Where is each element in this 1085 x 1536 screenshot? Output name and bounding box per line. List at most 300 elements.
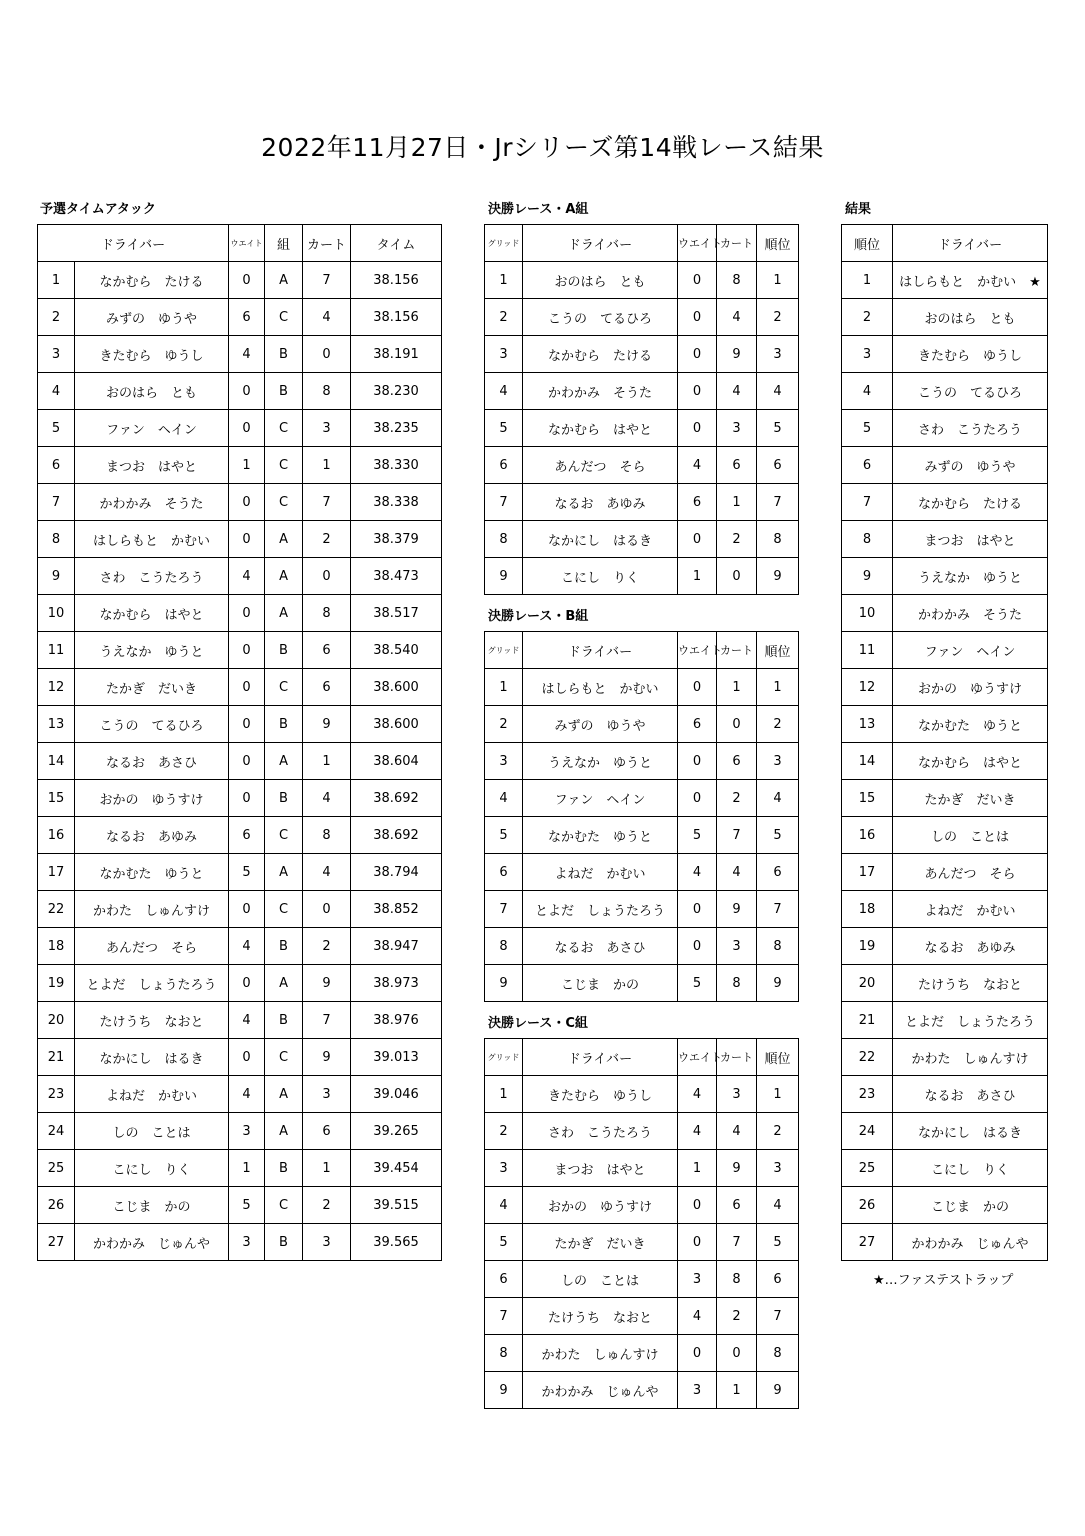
- table-row: [38, 780, 442, 817]
- table-row: [38, 1039, 442, 1076]
- table-cell: かわかみ じゅんや: [75, 1224, 229, 1261]
- table-cell: なかむら たける: [893, 484, 1048, 521]
- table-cell: 38.600: [351, 669, 442, 706]
- header-kart: カート: [717, 632, 757, 669]
- table-cell: 4: [757, 780, 799, 817]
- table-cell: C: [265, 299, 303, 336]
- table-row: [842, 891, 1048, 928]
- table-cell: 39.565: [351, 1224, 442, 1261]
- table-cell: 8: [303, 595, 351, 632]
- table-cell: 0: [678, 299, 717, 336]
- table-cell: 2: [717, 780, 757, 817]
- table-cell: 38.794: [351, 854, 442, 891]
- table-cell: 1: [717, 669, 757, 706]
- table-cell: 38.235: [351, 410, 442, 447]
- table-cell: かわかみ そうた: [75, 484, 229, 521]
- header-grid: グリッド: [485, 632, 523, 669]
- table-cell: 6: [303, 669, 351, 706]
- table-cell: 4: [485, 1187, 523, 1224]
- table-cell: さわ こうたろう: [75, 558, 229, 595]
- table-cell: 8: [757, 1335, 799, 1372]
- table-cell: 10: [842, 595, 893, 632]
- table-row: [38, 299, 442, 336]
- table-cell: 9: [303, 965, 351, 1002]
- table-cell: 27: [38, 1224, 75, 1261]
- table-cell: 1: [678, 1150, 717, 1187]
- table-cell: B: [265, 632, 303, 669]
- final-a-label: 決勝レース・A組: [488, 202, 589, 217]
- table-cell: 8: [717, 262, 757, 299]
- table-cell: 3: [38, 336, 75, 373]
- table-row: [842, 521, 1048, 558]
- table-cell: 3: [678, 1372, 717, 1409]
- table-row: [842, 854, 1048, 891]
- table-cell: 26: [842, 1187, 893, 1224]
- table-cell: きたむら ゆうし: [893, 336, 1048, 373]
- table-cell: よねだ かむい: [523, 854, 678, 891]
- table-cell: 3: [485, 1150, 523, 1187]
- table-cell: 7: [485, 484, 523, 521]
- page-title: 2022年11月27日・Jrシリーズ第14戦レース結果: [261, 133, 824, 162]
- table-cell: 26: [38, 1187, 75, 1224]
- header-driver: ドライバー: [523, 632, 678, 669]
- table-cell: 4: [229, 336, 265, 373]
- table-row: [842, 1187, 1048, 1224]
- table-cell: 38.517: [351, 595, 442, 632]
- table-cell: 4: [229, 928, 265, 965]
- table-cell: 2: [757, 1113, 799, 1150]
- table-cell: 6: [678, 706, 717, 743]
- table-cell: なかむた ゆうと: [893, 706, 1048, 743]
- fastest-lap-note: ★…ファステストラップ: [873, 1273, 1014, 1288]
- table-cell: 0: [229, 484, 265, 521]
- table-cell: なかにし はるき: [523, 521, 678, 558]
- table-cell: 25: [842, 1150, 893, 1187]
- final-c-table: [484, 1038, 799, 1409]
- table-row: [842, 447, 1048, 484]
- table-cell: 18: [38, 928, 75, 965]
- table-cell: 4: [303, 299, 351, 336]
- table-cell: たけうち なおと: [75, 1002, 229, 1039]
- table-cell: 7: [485, 1298, 523, 1335]
- table-cell: B: [265, 336, 303, 373]
- table-cell: 9: [757, 558, 799, 595]
- results-table: [841, 224, 1048, 1261]
- table-cell: 3: [229, 1113, 265, 1150]
- table-row: [38, 928, 442, 965]
- table-cell: 11: [842, 632, 893, 669]
- final-c-label: 決勝レース・C組: [488, 1016, 588, 1031]
- table-cell: はしらもと かむい: [523, 669, 678, 706]
- table-cell: 38.604: [351, 743, 442, 780]
- table-row: [38, 743, 442, 780]
- table-row: [38, 1187, 442, 1224]
- table-cell: とよだ しょうたろう: [893, 1002, 1048, 1039]
- table-cell: なるお あゆみ: [893, 928, 1048, 965]
- table-row: [842, 595, 1048, 632]
- table-cell: 21: [842, 1002, 893, 1039]
- table-row: [485, 1261, 799, 1298]
- table-cell: みずの ゆうや: [523, 706, 678, 743]
- table-cell: 14: [842, 743, 893, 780]
- table-row: [485, 854, 799, 891]
- table-cell: 1: [485, 1076, 523, 1113]
- table-cell: おのはら とも: [893, 299, 1048, 336]
- table-cell: 2: [717, 521, 757, 558]
- table-cell: しの ことは: [893, 817, 1048, 854]
- table-cell: 8: [38, 521, 75, 558]
- table-cell: 2: [757, 299, 799, 336]
- table-cell: 4: [485, 373, 523, 410]
- table-cell: なかにし はるき: [893, 1113, 1048, 1150]
- table-cell: 0: [303, 558, 351, 595]
- table-cell: 6: [229, 817, 265, 854]
- table-cell: 3: [678, 1261, 717, 1298]
- table-cell: 6: [678, 484, 717, 521]
- header-position: 順位: [842, 225, 893, 262]
- table-row: [38, 558, 442, 595]
- table-cell: 1: [229, 447, 265, 484]
- table-cell: 39.265: [351, 1113, 442, 1150]
- table-cell: 5: [678, 965, 717, 1002]
- table-row: [842, 1224, 1048, 1261]
- table-cell: かわた しゅんすけ: [523, 1335, 678, 1372]
- table-cell: 4: [229, 558, 265, 595]
- table-cell: 1: [303, 1150, 351, 1187]
- table-cell: B: [265, 928, 303, 965]
- table-cell: なかむら はやと: [523, 410, 678, 447]
- table-row: [485, 1372, 799, 1409]
- table-cell: 7: [303, 1002, 351, 1039]
- table-cell: A: [265, 595, 303, 632]
- table-cell: 0: [229, 373, 265, 410]
- table-cell: なかむら たける: [523, 336, 678, 373]
- table-cell: はしらもと かむい: [75, 521, 229, 558]
- table-cell: みずの ゆうや: [893, 447, 1048, 484]
- table-row: [38, 1002, 442, 1039]
- table-cell: 7: [485, 891, 523, 928]
- table-cell: 0: [229, 891, 265, 928]
- table-row: [842, 484, 1048, 521]
- table-cell: 39.515: [351, 1187, 442, 1224]
- table-cell: 0: [229, 965, 265, 1002]
- table-cell: 6: [485, 854, 523, 891]
- table-cell: 9: [303, 706, 351, 743]
- table-row: [485, 669, 799, 706]
- table-cell: 3: [757, 336, 799, 373]
- table-cell: 4: [303, 780, 351, 817]
- table-cell: 15: [38, 780, 75, 817]
- table-cell: たかぎ だいき: [75, 669, 229, 706]
- table-row: [842, 336, 1048, 373]
- table-cell: まつお はやと: [523, 1150, 678, 1187]
- table-cell: 8: [842, 521, 893, 558]
- table-cell: 38.156: [351, 299, 442, 336]
- table-row: [485, 521, 799, 558]
- table-row: [485, 299, 799, 336]
- table-cell: 0: [717, 1335, 757, 1372]
- table-cell: 5: [678, 817, 717, 854]
- table-cell: 0: [678, 521, 717, 558]
- table-cell: 3: [717, 928, 757, 965]
- table-row: [485, 965, 799, 1002]
- header-position: 順位: [757, 632, 799, 669]
- table-cell: なかむた ゆうと: [75, 854, 229, 891]
- table-row: [38, 447, 442, 484]
- table-cell: かわた しゅんすけ: [75, 891, 229, 928]
- final-b-label: 決勝レース・B組: [488, 609, 589, 624]
- table-cell: 20: [842, 965, 893, 1002]
- table-cell: 4: [38, 373, 75, 410]
- table-row: [38, 669, 442, 706]
- table-cell: 8: [717, 1261, 757, 1298]
- table-cell: C: [265, 817, 303, 854]
- table-cell: まつお はやと: [893, 521, 1048, 558]
- table-cell: 3: [717, 1076, 757, 1113]
- table-cell: 25: [38, 1150, 75, 1187]
- table-cell: 5: [485, 817, 523, 854]
- header-group: 組: [265, 225, 303, 262]
- table-cell: 4: [229, 1076, 265, 1113]
- table-cell: 0: [678, 891, 717, 928]
- table-cell: 5: [38, 410, 75, 447]
- table-cell: 38.540: [351, 632, 442, 669]
- table-cell: 0: [717, 706, 757, 743]
- table-cell: 8: [303, 373, 351, 410]
- table-cell: 0: [678, 1187, 717, 1224]
- header-driver: ドライバー: [523, 225, 678, 262]
- table-cell: かわかみ そうた: [523, 373, 678, 410]
- table-cell: 1: [757, 1076, 799, 1113]
- table-cell: 16: [38, 817, 75, 854]
- table-row: [38, 854, 442, 891]
- table-cell: 13: [842, 706, 893, 743]
- table-cell: 4: [678, 1298, 717, 1335]
- table-cell: 39.046: [351, 1076, 442, 1113]
- table-row: [38, 965, 442, 1002]
- table-row: [485, 780, 799, 817]
- table-cell: 0: [229, 1039, 265, 1076]
- table-cell: おかの ゆうすけ: [893, 669, 1048, 706]
- table-cell: 5: [842, 410, 893, 447]
- table-cell: 1: [717, 1372, 757, 1409]
- table-cell: 6: [757, 854, 799, 891]
- table-cell: 9: [757, 1372, 799, 1409]
- table-cell: こにし りく: [523, 558, 678, 595]
- table-row: [38, 632, 442, 669]
- table-cell: 8: [757, 521, 799, 558]
- table-cell: かわかみ そうた: [893, 595, 1048, 632]
- table-cell: 19: [842, 928, 893, 965]
- table-cell: A: [265, 965, 303, 1002]
- table-cell: 20: [38, 1002, 75, 1039]
- table-cell: 0: [229, 262, 265, 299]
- table-cell: 4: [229, 1002, 265, 1039]
- table-row: [485, 743, 799, 780]
- results-label: 結果: [845, 202, 872, 217]
- table-cell: 1: [38, 262, 75, 299]
- table-cell: 7: [757, 891, 799, 928]
- table-cell: 2: [303, 521, 351, 558]
- table-row: [485, 373, 799, 410]
- table-cell: 9: [842, 558, 893, 595]
- table-cell: 23: [38, 1076, 75, 1113]
- table-cell: おのはら とも: [75, 373, 229, 410]
- table-cell: こじま かの: [893, 1187, 1048, 1224]
- table-row: [485, 336, 799, 373]
- table-row: [485, 447, 799, 484]
- table-cell: 18: [842, 891, 893, 928]
- table-cell: B: [265, 1150, 303, 1187]
- table-row: [485, 1150, 799, 1187]
- table-cell: 8: [485, 1335, 523, 1372]
- table-cell: 38.973: [351, 965, 442, 1002]
- table-cell: 0: [229, 410, 265, 447]
- table-cell: 2: [485, 706, 523, 743]
- table-cell: 0: [678, 1224, 717, 1261]
- table-cell: 2: [842, 299, 893, 336]
- table-cell: 2: [717, 1298, 757, 1335]
- table-cell: 0: [229, 780, 265, 817]
- table-row: [38, 484, 442, 521]
- table-cell: 4: [717, 299, 757, 336]
- table-cell: こにし りく: [893, 1150, 1048, 1187]
- table-cell: 4: [485, 780, 523, 817]
- table-cell: 38.473: [351, 558, 442, 595]
- table-row: [485, 1335, 799, 1372]
- header-weight: ウエイト: [678, 632, 717, 669]
- table-cell: 7: [303, 262, 351, 299]
- table-cell: 2: [303, 928, 351, 965]
- table-cell: 7: [757, 1298, 799, 1335]
- table-cell: B: [265, 1224, 303, 1261]
- table-row: [485, 1113, 799, 1150]
- table-row: [38, 706, 442, 743]
- table-cell: とよだ しょうたろう: [523, 891, 678, 928]
- table-cell: C: [265, 410, 303, 447]
- table-cell: 27: [842, 1224, 893, 1261]
- table-row: [38, 817, 442, 854]
- table-cell: 5: [485, 410, 523, 447]
- table-cell: 3: [303, 1224, 351, 1261]
- table-cell: 9: [717, 336, 757, 373]
- table-row: [842, 743, 1048, 780]
- table-row: [485, 558, 799, 595]
- table-cell: 5: [229, 1187, 265, 1224]
- table-cell: こにし りく: [75, 1150, 229, 1187]
- table-cell: 8: [757, 928, 799, 965]
- table-row: [842, 965, 1048, 1002]
- table-cell: おのはら とも: [523, 262, 678, 299]
- table-cell: 4: [717, 1113, 757, 1150]
- table-row: [485, 410, 799, 447]
- table-cell: 1: [757, 262, 799, 299]
- table-cell: 0: [229, 669, 265, 706]
- table-cell: 6: [303, 1113, 351, 1150]
- table-cell: 6: [229, 299, 265, 336]
- table-cell: 0: [678, 780, 717, 817]
- table-cell: 24: [38, 1113, 75, 1150]
- table-cell: あんだつ そら: [893, 854, 1048, 891]
- qualifying-label: 予選タイムアタック: [40, 202, 156, 217]
- table-cell: 4: [678, 1076, 717, 1113]
- table-row: [38, 262, 442, 299]
- table-row: [842, 780, 1048, 817]
- header-weight: ウエイト: [229, 225, 265, 262]
- table-row: [842, 1113, 1048, 1150]
- table-cell: 3: [757, 743, 799, 780]
- table-row: [38, 336, 442, 373]
- table-cell: 5: [229, 854, 265, 891]
- table-cell: 1: [485, 669, 523, 706]
- table-cell: 6: [842, 447, 893, 484]
- table-cell: うえなか ゆうと: [75, 632, 229, 669]
- table-cell: 3: [757, 1150, 799, 1187]
- table-row: [38, 373, 442, 410]
- table-cell: 3: [229, 1224, 265, 1261]
- table-cell: 0: [229, 521, 265, 558]
- table-cell: 8: [485, 521, 523, 558]
- table-cell: 21: [38, 1039, 75, 1076]
- table-cell: 19: [38, 965, 75, 1002]
- header-weight: ウエイト: [678, 225, 717, 262]
- table-cell: みずの ゆうや: [75, 299, 229, 336]
- table-cell: 0: [229, 743, 265, 780]
- table-cell: 4: [678, 447, 717, 484]
- table-row: [842, 299, 1048, 336]
- table-cell: 3: [485, 336, 523, 373]
- table-cell: 7: [842, 484, 893, 521]
- table-cell: よねだ かむい: [75, 1076, 229, 1113]
- table-cell: 13: [38, 706, 75, 743]
- table-cell: こじま かの: [523, 965, 678, 1002]
- table-row: [842, 558, 1048, 595]
- table-cell: 9: [717, 891, 757, 928]
- table-cell: 12: [842, 669, 893, 706]
- table-cell: かわかみ じゅんや: [893, 1224, 1048, 1261]
- table-row: [485, 706, 799, 743]
- table-cell: 24: [842, 1113, 893, 1150]
- table-cell: ファン ヘイン: [523, 780, 678, 817]
- table-cell: あんだつ そら: [523, 447, 678, 484]
- table-cell: C: [265, 484, 303, 521]
- table-cell: A: [265, 558, 303, 595]
- table-cell: 0: [303, 891, 351, 928]
- table-cell: 38.692: [351, 780, 442, 817]
- table-row: [485, 1187, 799, 1224]
- table-cell: 5: [757, 410, 799, 447]
- table-cell: 4: [717, 854, 757, 891]
- table-cell: 38.156: [351, 262, 442, 299]
- table-cell: C: [265, 447, 303, 484]
- table-row: [485, 1298, 799, 1335]
- table-cell: 0: [303, 336, 351, 373]
- table-row: [842, 262, 1048, 299]
- table-row: [485, 928, 799, 965]
- table-cell: 6: [757, 447, 799, 484]
- table-cell: 1: [757, 669, 799, 706]
- table-cell: 4: [842, 373, 893, 410]
- table-cell: 38.379: [351, 521, 442, 558]
- table-cell: こうの てるひろ: [523, 299, 678, 336]
- table-cell: C: [265, 669, 303, 706]
- table-row: [485, 891, 799, 928]
- table-cell: C: [265, 1187, 303, 1224]
- table-row: [842, 1002, 1048, 1039]
- table-cell: 1: [842, 262, 893, 299]
- table-cell: こうの てるひろ: [893, 373, 1048, 410]
- table-cell: 2: [485, 1113, 523, 1150]
